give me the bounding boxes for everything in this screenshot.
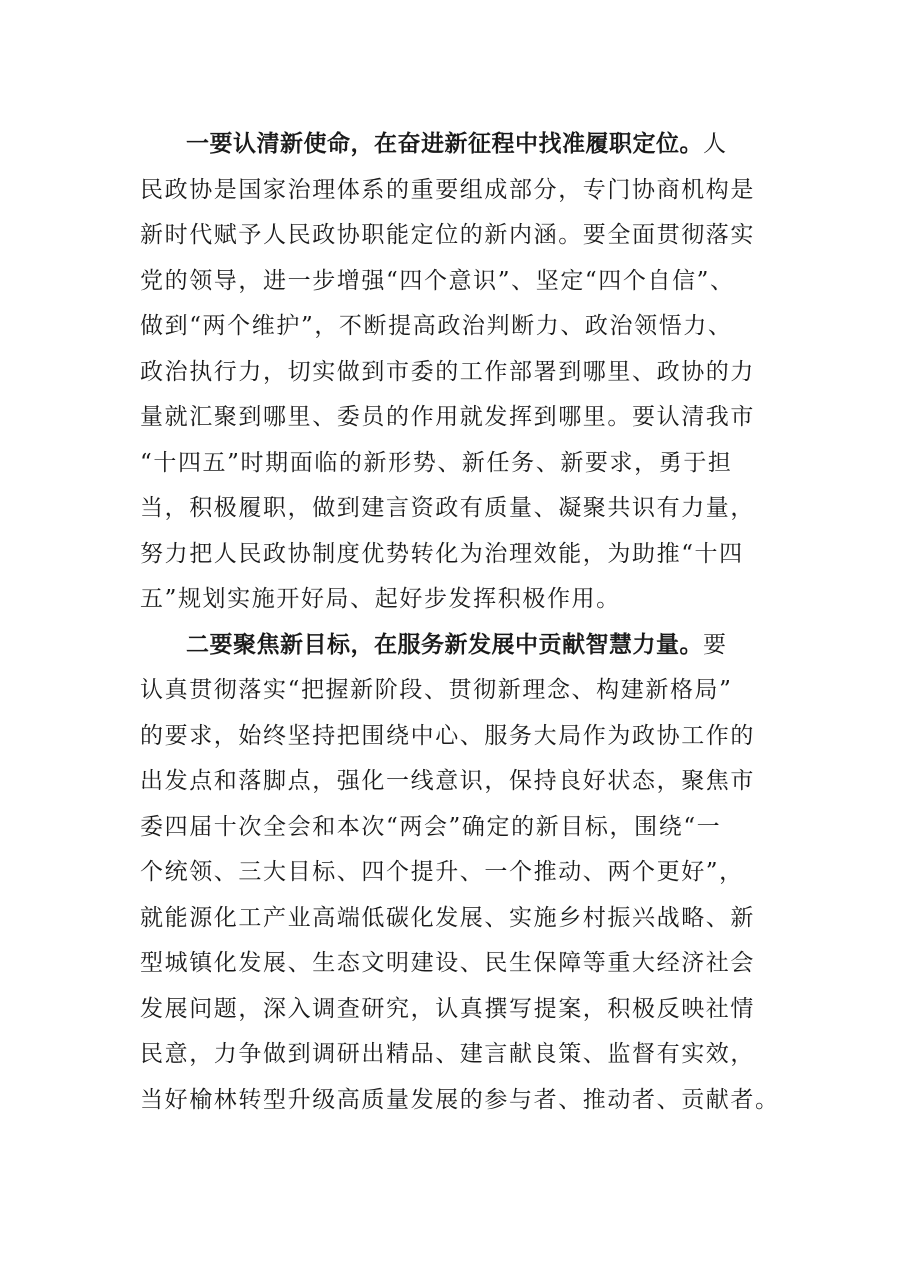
paragraph-2-lead: 二要聚焦新目标，在服务新发展中贡献智慧力量。 xyxy=(186,631,703,658)
paragraph-2-line-5: 委四届十次全会和本次“两会”确定的新目标，围绕“一 xyxy=(140,813,722,840)
paragraph-1-line-7: 量就汇聚到哪里、委员的作用就发挥到哪里。要认清我市 xyxy=(140,404,755,430)
paragraph-2-line-11: 当好榆林转型升级高质量发展的参与者、推动者、贡献者。 xyxy=(140,1086,780,1113)
paragraph-2-line-8: 型城镇化发展、生态文明建设、民生保障等重大经济社会 xyxy=(140,950,755,976)
paragraph-1-line-6: 政治执行力，切实做到市委的工作部署到哪里、政协的力 xyxy=(140,358,755,385)
paragraph-2-line-7: 就能源化工产业高端低碳化发展、实施乡村振兴战略、新 xyxy=(140,904,755,931)
paragraph-1-line-1 xyxy=(140,122,780,168)
paragraph-1-line-5: 做到“两个维护”，不断提高政治判断力、政治领悟力、 xyxy=(140,313,733,339)
paragraph-1 xyxy=(140,122,780,623)
paragraph-2-line-6: 个统领、三大目标、四个提升、一个推动、两个更好”， xyxy=(140,859,744,885)
paragraph-2-line-2: 认真贯彻落实“把握新阶段、贯彻新理念、构建新格局” xyxy=(140,677,733,703)
paragraph-1-line-1-text: 人 xyxy=(703,131,728,157)
paragraph-1-line-10: 努力把人民政协制度优势转化为治理效能，为助推“十四 xyxy=(140,540,744,567)
paragraph-2 xyxy=(140,623,780,1124)
paragraph-2-line-4: 出发点和落脚点，强化一线意识，保持良好状态，聚焦市 xyxy=(140,768,755,794)
paragraph-2-line-1 xyxy=(140,623,780,669)
paragraph-1-line-8: “十四五”时期面临的新形势、新任务、新要求，勇于担 xyxy=(140,449,733,476)
document-body xyxy=(140,122,780,1123)
paragraph-1-line-3: 新时代赋予人民政协职能定位的新内涵。要全面贯彻落实 xyxy=(140,222,755,248)
paragraph-1-line-9: 当，积极履职，做到建言资政有质量、凝聚共识有力量， xyxy=(140,495,755,521)
paragraph-2-line-9: 发展问题，深入调查研究，认真撰写提案，积极反映社情 xyxy=(140,995,755,1022)
paragraph-2-line-10: 民意，力争做到调研出精品、建言献良策、监督有实效， xyxy=(140,1041,755,1067)
paragraph-1-lead: 一要认清新使命，在奋进新征程中找准履职定位。 xyxy=(186,131,703,157)
paragraph-1-line-11: 五”规划实施开好局、起好步发挥积极作用。 xyxy=(140,586,621,612)
paragraph-1-line-4: 党的领导，进一步增强“四个意识”、坚定“四个自信”、 xyxy=(140,267,735,294)
paragraph-2-line-1-text: 要 xyxy=(703,631,728,658)
paragraph-1-line-2: 民政协是国家治理体系的重要组成部分，专门协商机构是 xyxy=(140,176,755,203)
paragraph-2-line-3: 的要求，始终坚持把围绕中心、服务大局作为政协工作的 xyxy=(140,722,755,749)
